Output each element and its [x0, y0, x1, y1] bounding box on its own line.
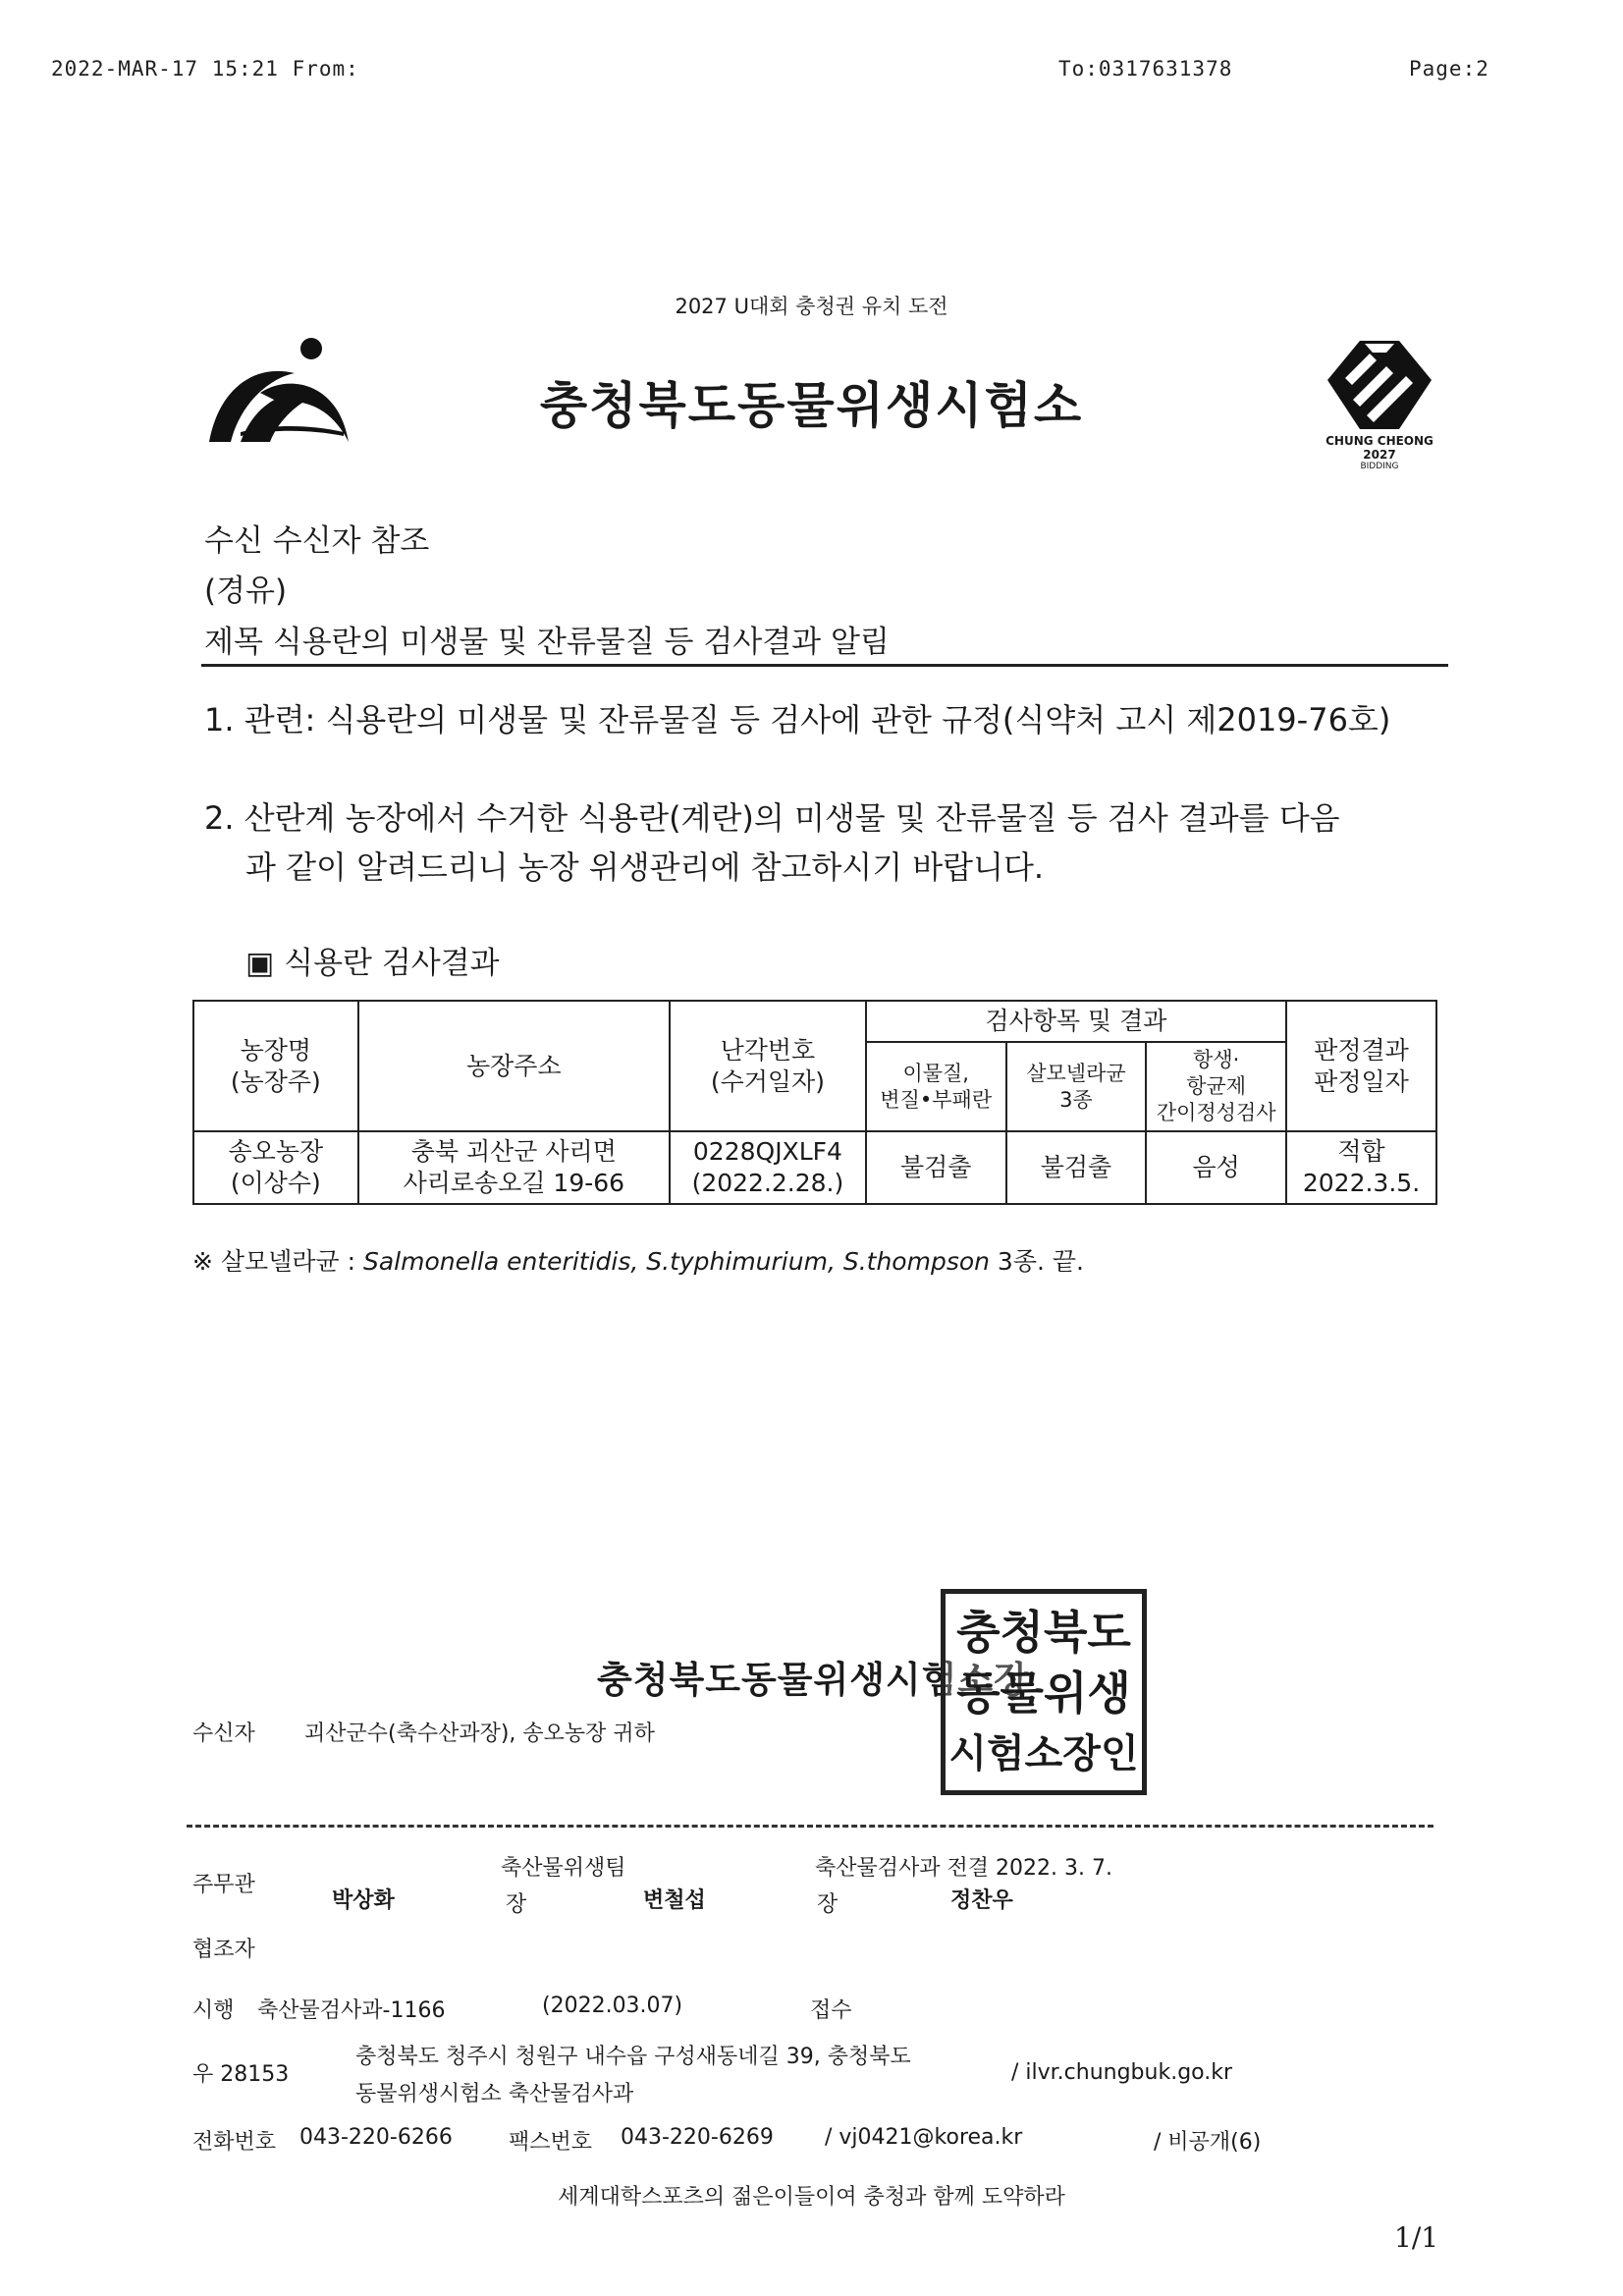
cell-egg-number — [670, 1131, 866, 1204]
coop-label: 협조자 — [192, 1938, 255, 1962]
recipient-line: 수신 수신자 참조 — [204, 523, 430, 559]
body-item-2-line-1: 2. 산란계 농장에서 수거한 식용란(계란)의 미생물 및 잔류물질 등 검사 결과를 다음 — [204, 799, 1340, 837]
header-foreign-label-1: 이물질, — [902, 1061, 969, 1085]
fax-page: Page:2 — [1409, 57, 1489, 81]
via-line: (경유) — [204, 574, 288, 609]
cell-antibiotic: 음성 — [1146, 1131, 1286, 1204]
website-link[interactable]: / ilvr.chungbuk.go.kr — [1011, 2060, 1233, 2085]
header-address: 농장주소 — [358, 1001, 670, 1131]
page-number: 1/1 — [1394, 2221, 1439, 2254]
officer-name: 박상화 — [332, 1888, 395, 1913]
cell-farm-name: 송오농장 — [228, 1137, 324, 1166]
approval-note: 축산물검사과 전결 2022. 3. 7. — [815, 1856, 1112, 1881]
header-foreign-label-2: 변질•부패란 — [880, 1087, 993, 1112]
recipients-value: 괴산군수(축수산과장), 송오농장 귀하 — [304, 1722, 655, 1746]
recipients-label: 수신자 — [192, 1722, 255, 1746]
cell-result — [1286, 1131, 1436, 1204]
header-salmonella-label-1: 살모넬라균 — [1026, 1061, 1126, 1085]
fax-datetime: 2022-MAR-17 15:21 From: — [51, 57, 359, 81]
footnote — [192, 1242, 1084, 1278]
chief-name: 변철섭 — [643, 1888, 706, 1913]
header-farm — [193, 1001, 358, 1131]
body-item-2-line-2: 과 같이 알려드리니 농장 위생관리에 참고하시기 바랍니다. — [245, 848, 1045, 886]
table-row — [193, 1131, 1436, 1204]
header-antibiotic — [1146, 1042, 1286, 1131]
section-title: ▣ 식용란 검사결과 — [245, 946, 500, 981]
header-antibiotic-label-1: 항생· — [1193, 1048, 1240, 1071]
address-line-2: 동물위생시험소 축산물검사과 — [355, 2082, 634, 2106]
footer-divider — [187, 1825, 1434, 1828]
slogan: 2027 U대회 충청권 유치 도전 — [675, 295, 948, 318]
table-header-row-1 — [193, 1001, 1436, 1042]
header-antibiotic-label-3: 간이정성검사 — [1156, 1101, 1276, 1124]
header-result-label: 판정결과 — [1314, 1035, 1409, 1065]
header-test-items: 검사항목 및 결과 — [866, 1001, 1286, 1042]
emblem-subtext: BIDDING — [1360, 462, 1399, 471]
fax-recipient-number: To:0317631378 — [1058, 57, 1233, 81]
fax-label: 팩스번호 — [509, 2130, 593, 2155]
phone-label: 전화번호 — [192, 2130, 277, 2155]
header-egg-label: 난각번호 — [720, 1035, 816, 1065]
address-line-1: 충청북도 청주시 청원구 내수읍 구성새동네길 39, 충청북도 — [355, 2045, 911, 2069]
cell-address-line-1: 충북 괴산군 사리면 — [410, 1137, 617, 1166]
fax-number: 043-220-6269 — [621, 2125, 774, 2150]
dept-label: 축산물위생팀 — [501, 1856, 626, 1881]
head-label: 장 — [817, 1892, 839, 1917]
universiade-bid-emblem-icon — [1311, 339, 1448, 471]
header-farm-label: 농장명 — [240, 1035, 312, 1065]
cell-result-verdict: 적합 — [1337, 1137, 1385, 1166]
enforce-date: (2022.03.07) — [542, 1994, 683, 2018]
footnote-suffix: 3종. 끝. — [989, 1247, 1084, 1276]
header-farm-owner-label: (농장주) — [230, 1066, 321, 1096]
header-salmonella — [1006, 1042, 1147, 1131]
cell-address — [358, 1131, 670, 1204]
body-item-1: 1. 관련: 식용란의 미생물 및 잔류물질 등 검사에 관한 규정(식약처 고시 제2019-76호) — [204, 701, 1391, 738]
enforce-label: 시행 — [192, 1998, 235, 2023]
cell-farm — [193, 1131, 358, 1204]
cell-salmonella: 불검출 — [1006, 1131, 1147, 1204]
emblem-text: CHUNG CHEONG 2027 — [1325, 434, 1434, 462]
footnote-prefix: ※ 살모넬라균 : — [192, 1247, 363, 1276]
disclosure-status: / 비공개(6) — [1154, 2130, 1262, 2155]
header-result — [1286, 1001, 1436, 1131]
receipt-label: 접수 — [810, 1998, 852, 2023]
org-title: 충청북도동물위생시험소 — [539, 377, 1084, 434]
footnote-species: Salmonella enteritidis, S.typhimurium, S.thompson — [362, 1247, 990, 1276]
seal-line-2: 동물위생 — [956, 1667, 1131, 1720]
cell-collection-date: (2022.2.28.) — [691, 1169, 844, 1197]
motto: 세계대학스포츠의 젊은이들이여 충청과 함께 도약하라 — [558, 2185, 1065, 2210]
header-egg-number — [670, 1001, 866, 1131]
cell-result-date: 2022.3.5. — [1302, 1169, 1421, 1197]
cell-address-line-2: 사리로송오길 19-66 — [403, 1169, 625, 1197]
cell-farm-owner: (이상수) — [230, 1169, 321, 1197]
seal-line-3: 시험소장인 — [948, 1731, 1139, 1777]
header-result-date-label: 판정일자 — [1314, 1066, 1409, 1096]
phone-number: 043-220-6266 — [299, 2125, 453, 2150]
postal-code: 우 28153 — [192, 2062, 290, 2087]
header-divider — [201, 664, 1448, 667]
cell-foreign-matter: 불검출 — [866, 1131, 1006, 1204]
cell-egg-code: 0228QJXLF4 — [692, 1137, 842, 1166]
officer-label: 주무관 — [192, 1873, 255, 1897]
email-link[interactable]: / vj0421@korea.kr — [825, 2125, 1023, 2150]
header-foreign-matter — [866, 1042, 1006, 1131]
header-collection-date-label: (수거일자) — [710, 1066, 825, 1096]
seal-line-1: 충청북도 — [956, 1606, 1131, 1659]
results-table — [192, 1000, 1437, 1205]
header-salmonella-label-2: 3종 — [1059, 1087, 1093, 1112]
head-name: 정찬우 — [950, 1888, 1013, 1913]
subject-line: 제목 식용란의 미생물 및 잔류물질 등 검사결과 알림 — [204, 625, 890, 660]
enforce-number: 축산물검사과-1166 — [257, 1998, 446, 2023]
official-seal — [941, 1589, 1147, 1795]
sender-signature: 충청북도동물위생시험소장 — [597, 1659, 1030, 1701]
chief-label: 장 — [506, 1892, 527, 1917]
header-antibiotic-label-2: 항균제 — [1186, 1074, 1247, 1098]
